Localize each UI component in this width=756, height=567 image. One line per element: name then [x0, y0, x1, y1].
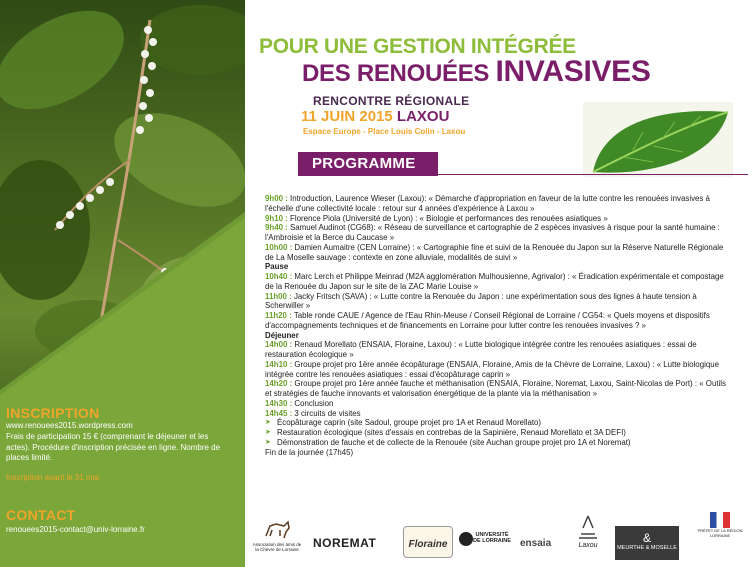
visit-item: ➤ Démonstration de fauche et de collecte de la Renouée (site Auchan groupe projet pro 1A et Noremat)	[265, 438, 733, 448]
logo-universite	[459, 532, 511, 546]
logo-universite-text: UNIVERSITÉ DE LORRAINE	[473, 532, 511, 544]
programme-item	[265, 272, 733, 292]
event-city: LAXOU	[396, 108, 450, 125]
programme-text: Groupe projet pro 1ère année fauche et méthanisation (ENSAIA, Floraine, Noremat, Laxou, Saint-Nicolas de Port) : « Outils et stratégies de fauche innovants et valorisation énergétique de la plante via la méthanisation »	[265, 379, 726, 398]
contact-title: CONTACT	[6, 507, 76, 523]
programme-item	[265, 360, 733, 380]
logo-chevre-text: Association des amis de la Chèvre de Lorraine	[252, 542, 302, 552]
logo-floraine-text: Floraine	[408, 539, 448, 550]
programme-time: 11h00 :	[265, 291, 292, 301]
programme-divider	[438, 174, 748, 175]
programme-text: Pause	[265, 262, 289, 272]
programme-text: Introduction, Laurence Wieser (Laxou): « Démarche d'appropriation en faveur de la lutte contre les renouées invasives à l'échelle d'une collectivité locale : retour sur 4 années d'expérience à Laxou »	[265, 194, 710, 213]
programme-text: Florence Piola (Université de Lyon) : « Biologie et performances des renouées asiatiques »	[287, 213, 608, 223]
programme-item	[265, 243, 733, 263]
programme-text: Renaud Morellato (ENSAIA, Floraine, Laxou) : « Lutte biologique intégrée contre les renouées asiatiques : essai de restauration écologique »	[265, 340, 697, 359]
programme-time: 14h20 :	[265, 379, 293, 389]
event-date-text: 11 JUIN 2015	[301, 108, 397, 125]
logo-prefet-text: PRÉFET DE LA RÉGION LORRAINE	[697, 528, 743, 538]
logo-floraine	[403, 526, 453, 558]
programme-time: 14h45 :	[265, 408, 293, 418]
inscription-deadline: Inscription avant le 31 mai.	[6, 473, 102, 482]
title-line-2	[302, 55, 651, 89]
inscription-title: INSCRIPTION	[6, 405, 100, 421]
event-subtitle: RENCONTRE RÉGIONALE	[313, 94, 470, 108]
contact-email[interactable]: renouees2015-contact@univ-lorraine.fr	[6, 525, 145, 534]
event-date	[301, 108, 449, 125]
programme-item	[265, 379, 733, 399]
programme-item	[265, 399, 733, 409]
programme-text: Marc Lerch et Philippe Meinrad (M2A agglomération Mulhousienne, Agrivalor) : « Éradication expérimentale et compostage de la Renouée du Japon sur le site de la ZAC Marie Louise »	[265, 272, 724, 291]
programme-text: Groupe projet pro 1ère année écopâturage (ENSAIA, Floraine, Amis de la Chèvre de Lorraine, Laxou) : « Lutte biologique intégrée contre les renouées asiatiques : essai d'écopâturage caprin »	[265, 359, 719, 379]
logo-laxou-text: Laxou	[578, 542, 598, 549]
programme-text: Jacky Fritsch (SAVA) : « Lutte contre la Renouée du Japon : une expérimentation sous des lignes à haute tension à Scherwiller »	[265, 291, 697, 311]
logo-meurthe-moselle	[615, 526, 679, 560]
partner-logos	[243, 510, 756, 567]
logo-ensaia: ensaia	[520, 538, 552, 549]
programme-text: Déjeuner	[265, 330, 299, 340]
goat-icon	[262, 518, 292, 540]
programme-time: 14h10 :	[265, 359, 293, 369]
visit-item: ➤ Restauration écologique (sites d'essais en contrebas de la Sapinière, Renaud Morellato et 3A DEFI)	[265, 428, 733, 438]
programme-time: 9h40 :	[265, 223, 288, 233]
title-line-2-prefix: DES RENOUÉES	[302, 60, 496, 87]
programme-time: 9h00 :	[265, 194, 288, 203]
logo-noremat: NOREMAT	[313, 536, 377, 550]
french-flag-icon	[710, 512, 730, 528]
programme-item	[265, 223, 733, 243]
programme-list	[265, 194, 733, 457]
programme-time: 14h30 :	[265, 398, 293, 408]
programme-time: 9h10 :	[265, 213, 288, 223]
programme-end: Fin de la journée (17h45)	[265, 447, 354, 457]
logo-laxou	[570, 514, 606, 549]
logo-prefet	[691, 512, 749, 538]
logo-chevre	[251, 518, 303, 552]
programme-banner: PROGRAMME	[298, 152, 438, 176]
title-invasives: INVASIVES	[495, 55, 651, 88]
programme-text: Table ronde CAUE / Agence de l'Eau Rhin-Meuse / Conseil Régional de Lorraine / CG54: « Quels moyens et dispositifs d'accompagnements techniques et de financements en Lorraine pour lutter contre les renouées invasives ? »	[265, 311, 710, 330]
programme-text: Damien Aumaitre (CEN Lorraine) : « Cartographie fine et suivi de la Renouée du Japon sur la Réserve Naturelle Régionale de La Moselle sauvage : contexte en zone alluviale, modalités de suivi »	[265, 242, 724, 262]
programme-text: 3 circuits de visites	[292, 408, 361, 418]
laxou-emblem-icon	[573, 514, 603, 540]
programme-item	[265, 194, 733, 214]
programme-time: 10h40 :	[265, 272, 293, 281]
programme-time: 11h20 :	[265, 311, 292, 320]
title-line-1: POUR UNE GESTION INTÉGRÉE	[259, 35, 576, 58]
programme-break	[265, 331, 733, 341]
visit-item: ➤ Écopâturage caprin (site Sadoul, groupe projet pro 1A et Renaud Morellato)	[265, 418, 733, 428]
programme-item	[265, 292, 733, 312]
programme-time: 10h00 :	[265, 242, 293, 252]
programme-item	[265, 214, 733, 224]
inscription-details: Frais de participation 15 € (comprenant le déjeuner et les actes). Procédure d'inscription précisée en ligne. Nombre de places limité.	[6, 432, 221, 462]
programme-text: Conclusion	[292, 398, 334, 408]
ampersand-icon: &	[642, 531, 651, 545]
universite-emblem-icon	[459, 532, 473, 546]
programme-break	[265, 262, 733, 272]
leaf-image	[583, 102, 733, 177]
programme-item	[265, 311, 733, 331]
programme-item	[265, 340, 733, 360]
programme-text: Samuel Audinot (CG68): « Réseau de surveillance et cartographie de 2 espèces invasives à risque pour la santé humaine : l'Ambroisie et la Berce du Caucase »	[265, 223, 720, 242]
programme-item	[265, 409, 733, 419]
programme-time: 14h00 :	[265, 340, 293, 350]
event-venue: Espace Europe - Place Louis Colin - Laxou	[303, 127, 466, 136]
logo-meurthe-text: MEURTHE & MOSELLE	[617, 545, 677, 551]
inscription-link[interactable]: www.renouees2015.wordpress.com	[6, 421, 133, 430]
